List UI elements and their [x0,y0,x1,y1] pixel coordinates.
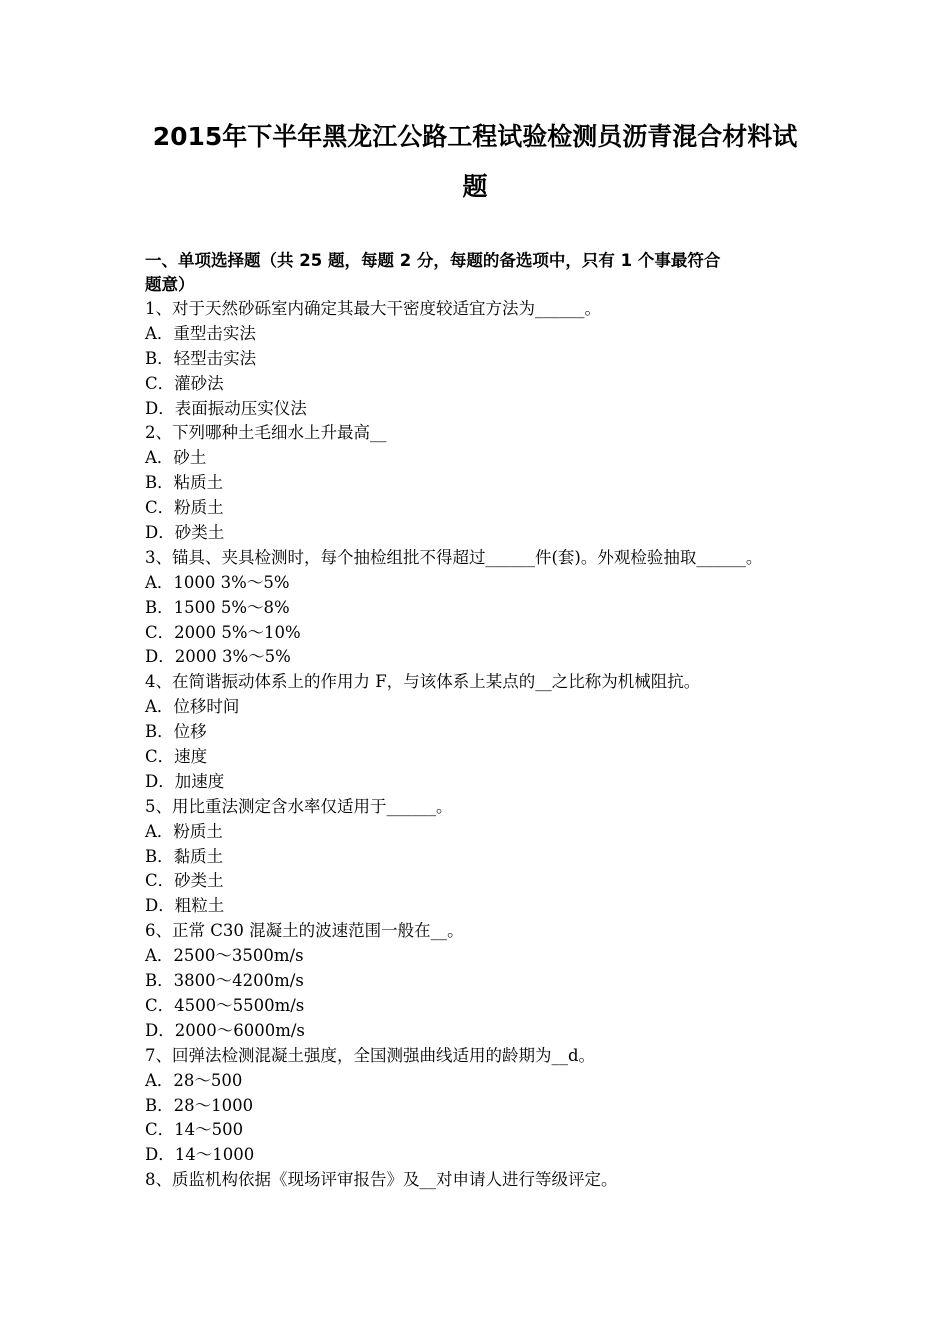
question-stem: 1、对于天然砂砾室内确定其最大干密度较适宜方法为______。 [145,299,601,318]
question-stem: 5、用比重法测定含水率仅适用于______。 [145,796,453,816]
document-title [120,112,830,212]
question-4 [145,670,835,794]
option-d: D．粗粒土 [145,896,225,916]
option-c: C．砂类土 [145,871,224,891]
option-b: B．黏质土 [145,846,224,866]
option-d: D．2000～6000m/s [145,1020,305,1040]
option-c: C．4500～5500m/s [145,995,305,1015]
option-d: D．加速度 [145,771,225,791]
option-a: A．2500～3500m/s [145,946,304,966]
question-stem: 8、质监机构依据《现场评审报告》及__对申请人进行等级评定。 [145,1170,618,1190]
question-stem: 4、在简谐振动体系上的作用力 F，与该体系上某点的__之比称为机械阻抗。 [145,672,701,692]
question-5 [145,795,835,919]
question-6 [145,919,835,1043]
question-stem: 2、下列哪种土毛细水上升最高__ [145,423,387,443]
question-1 [145,297,835,421]
section-heading-line-1: 一、单项选择题（共 25 题，每题 2 分，每题的备选项中，只有 1 个事最符合 [145,251,721,270]
option-c: C．速度 [145,747,208,767]
question-list [145,297,835,1193]
option-a: A．粉质土 [145,821,223,841]
question-8 [145,1168,835,1193]
question-7 [145,1044,835,1168]
option-b: B．3800～4200m/s [145,971,304,991]
question-stem: 6、正常 C30 混凝土的波速范围一般在__。 [145,921,464,941]
question-stem: 7、回弹法检测混凝土强度，全国测强曲线适用的龄期为__d。 [145,1045,596,1065]
option-c: C．14～500 [145,1120,244,1140]
option-a: A．1000 3%～5% [145,572,290,592]
title-line-1: 2015年下半年黑龙江公路工程试验检测员沥青混合材料试 [152,122,798,151]
question-stem: 3、锚具、夹具检测时，每个抽检组批不得超过______件(套)。外观检验抽取______。 [145,547,763,567]
option-a: A．位移时间 [145,697,240,717]
section-heading [145,249,815,297]
question-3 [145,546,835,670]
option-a: A．砂土 [145,448,207,468]
section-heading-line-2: 题意） [145,275,195,294]
option-c: C．粉质土 [145,498,224,518]
option-b: B．1500 5%～8% [145,597,290,617]
option-b: B．轻型击实法 [145,348,257,368]
question-2 [145,421,835,545]
option-c: C．灌砂法 [145,373,224,393]
option-a: A．28～500 [145,1070,243,1090]
option-d: D．14～1000 [145,1145,255,1165]
option-a: A．重型击实法 [145,323,256,343]
option-d: D．砂类土 [145,523,225,543]
title-line-2: 题 [462,172,488,201]
option-b: B．位移 [145,722,207,742]
option-b: B．粘质土 [145,473,224,493]
option-d: D．2000 3%～5% [145,647,291,667]
option-d: D．表面振动压实仪法 [145,398,307,418]
option-c: C．2000 5%～10% [145,622,301,642]
option-b: B．28～1000 [145,1095,254,1115]
